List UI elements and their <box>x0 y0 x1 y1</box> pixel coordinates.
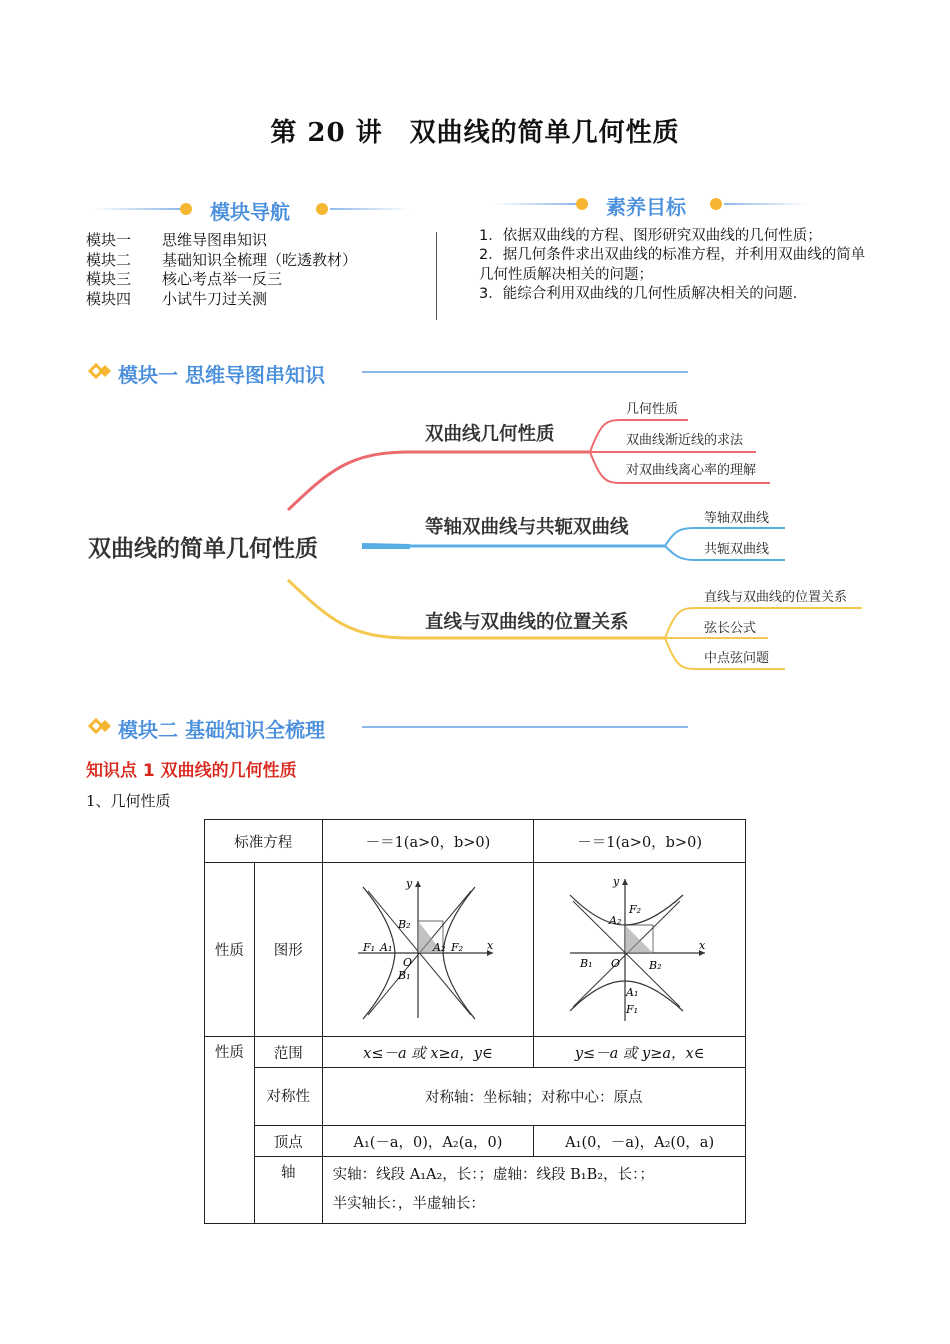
svg-text:B₂: B₂ <box>648 958 662 972</box>
nav-item-1[interactable]: 模块一 思维导图串知识 <box>86 231 268 249</box>
leaf-yellow-1: 直线与双曲线的位置关系 <box>704 589 848 604</box>
vertex-horizontal: A₁(－a，0)，A₂(a，0) <box>322 1126 534 1157</box>
goals-heading: 素养目标 <box>606 195 686 219</box>
column-divider <box>436 232 437 320</box>
svg-text:x: x <box>698 938 705 952</box>
svg-text:A₁: A₁ <box>379 940 393 954</box>
leaf-line-yellow-1 <box>665 608 862 638</box>
range-horizontal: x≤－a 或 x≥a，y∈ <box>322 1037 534 1068</box>
branch-line-blue-head <box>362 543 410 549</box>
leaf-red-3: 对双曲线离心率的理解 <box>626 462 757 477</box>
nav-heading-dot-left <box>180 203 192 215</box>
goal-2: 2．据几何条件求出双曲线的标准方程，并利用双曲线的简单几何性质解决相关的问题； <box>479 247 866 283</box>
svg-text:F₂: F₂ <box>450 940 463 954</box>
svg-text:A₁: A₁ <box>625 985 638 999</box>
goals-heading-line-left <box>492 203 576 205</box>
nav-heading: 模块导航 <box>210 200 290 224</box>
range-label: 范围 <box>254 1037 322 1068</box>
svg-text:y: y <box>405 876 413 890</box>
nav-heading-line-right <box>330 208 410 210</box>
nav-item-3[interactable]: 模块三 核心考点举一反三 <box>86 270 283 288</box>
hyperbola-vertical-figure <box>565 873 715 1023</box>
diamond-icon-2 <box>88 717 112 735</box>
figure-horizontal-cell <box>322 863 534 1037</box>
mindmap-root: 双曲线的简单几何性质 <box>88 535 318 561</box>
branch-geometric-properties: 双曲线几何性质 <box>425 423 555 444</box>
axis-line-2: 半实轴长：，半虚轴长： <box>332 1196 485 1212</box>
svg-text:y: y <box>612 874 619 888</box>
nav-heading-dot-right <box>316 203 328 215</box>
section-2-title: 模块二 基础知识全梳理 <box>118 718 325 742</box>
svg-text:F₂: F₂ <box>628 902 641 916</box>
prop-label-2: 性质 <box>205 1037 255 1224</box>
branch-line-position: 直线与双曲线的位置关系 <box>425 611 629 632</box>
range-vertical: y≤－a 或 y≥a，x∈ <box>534 1037 746 1068</box>
goal-3: 3．能综合利用双曲线的几何性质解决相关的问题. <box>479 286 798 303</box>
leaf-yellow-2: 弦长公式 <box>704 620 757 635</box>
goals-heading-dot-left <box>576 198 588 210</box>
svg-text:B₁: B₁ <box>579 956 593 970</box>
branch-line-red <box>288 452 590 510</box>
goals-heading-dot-right <box>710 198 722 210</box>
axis-line-1: 实轴：线段 A₁A₂，长：；虚轴：线段 B₁B₂，长：； <box>332 1167 654 1183</box>
knowledge-point-title: 知识点 1 双曲线的几何性质 <box>86 761 297 781</box>
nav-item-2[interactable]: 模块二 基础知识全梳理（吃透教材） <box>86 250 358 269</box>
svg-text:x: x <box>486 938 494 952</box>
svg-text:B₂: B₂ <box>397 917 411 931</box>
svg-text:O: O <box>610 956 620 970</box>
axis-label: 轴 <box>254 1157 322 1224</box>
hyperbola-horizontal-figure <box>353 873 503 1023</box>
symmetry-value: 对称轴：坐标轴；对称中心：原点 <box>322 1068 745 1126</box>
vertex-label: 顶点 <box>254 1126 322 1157</box>
figure-vertical-cell <box>534 863 746 1037</box>
subheading: 1、几何性质 <box>86 792 171 810</box>
leaf-red-2: 双曲线渐近线的求法 <box>626 432 744 447</box>
goals-list <box>479 227 867 305</box>
diamond-icon <box>88 362 112 380</box>
mind-map <box>0 388 950 688</box>
svg-text:A₂: A₂ <box>608 913 621 927</box>
svg-text:O: O <box>402 955 412 969</box>
page-title: 第 20 讲 双曲线的简单几何性质 <box>270 118 680 148</box>
nav-list <box>86 231 357 309</box>
header-std-equation: 标准方程 <box>205 820 323 863</box>
vertex-vertical: A₁(0，－a)，A₂(0，a) <box>534 1126 746 1157</box>
prop-label-1: 性质 <box>205 863 255 1037</box>
section-1-line <box>362 371 688 373</box>
section-1-title: 模块一 思维导图串知识 <box>118 363 325 387</box>
svg-text:B₁: B₁ <box>397 968 411 982</box>
leaf-blue-2: 共轭双曲线 <box>704 541 770 556</box>
svg-text:A₂: A₂ <box>432 940 446 954</box>
equation-horizontal: －＝1(a>0，b>0) <box>322 820 534 863</box>
svg-text:F₁: F₁ <box>625 1002 638 1016</box>
nav-item-4[interactable]: 模块四 小试牛刀过关测 <box>86 289 268 308</box>
section-2-line <box>362 726 688 728</box>
equation-vertical: －＝1(a>0，b>0) <box>534 820 746 863</box>
axis-value <box>322 1157 745 1224</box>
leaf-red-1: 几何性质 <box>626 401 679 416</box>
leaf-yellow-3: 中点弦问题 <box>704 650 770 665</box>
goal-1: 1．依据双曲线的方程、图形研究双曲线的几何性质； <box>479 228 822 244</box>
figure-label: 图形 <box>254 863 322 1037</box>
branch-equiaxed-conjugate: 等轴双曲线与共轭双曲线 <box>425 516 629 537</box>
svg-text:F₁: F₁ <box>362 940 375 954</box>
leaf-blue-1: 等轴双曲线 <box>704 510 770 525</box>
goals-heading-line-right <box>724 203 808 205</box>
properties-table <box>204 819 746 1224</box>
nav-heading-line-left <box>92 208 180 210</box>
symmetry-label: 对称性 <box>254 1068 322 1126</box>
